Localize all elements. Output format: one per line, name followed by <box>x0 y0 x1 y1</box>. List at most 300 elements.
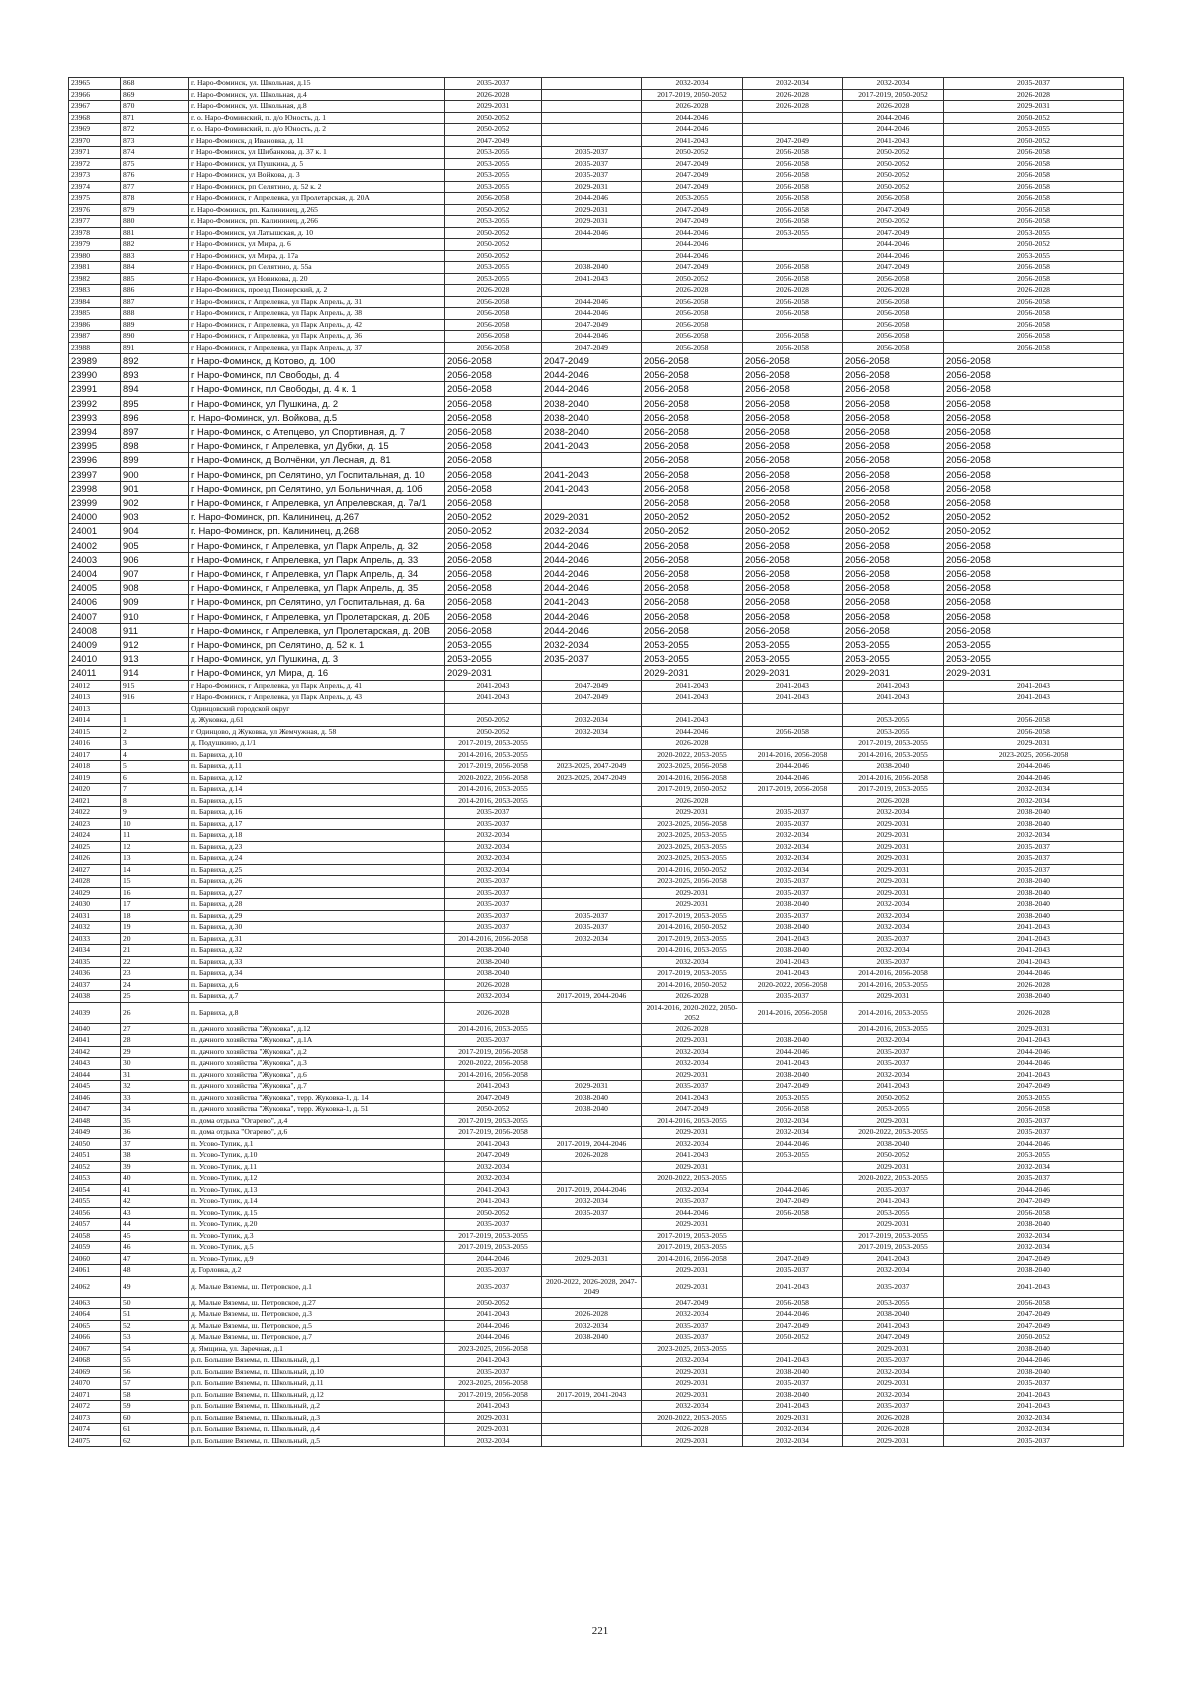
table-row <box>69 680 1124 692</box>
row-id-cell: 23986 <box>69 319 121 331</box>
period-cell-2: 2035-2037 <box>542 922 642 934</box>
period-cell-1: 2014-2016, 2053-2055 <box>445 784 542 796</box>
period-cell-2: 2035-2037 <box>542 1207 642 1219</box>
table-row <box>69 652 1124 666</box>
period-cell-6: 2023-2025, 2056-2058 <box>944 749 1124 761</box>
row-number-cell: 911 <box>121 623 189 637</box>
table-row <box>69 692 1124 704</box>
period-cell-3: 2023-2025, 2056-2058 <box>642 761 743 773</box>
row-number-cell: 899 <box>121 453 189 467</box>
period-cell-3: 2029-2031 <box>642 1127 743 1139</box>
period-cell-3: 2053-2055 <box>642 193 743 205</box>
table-row <box>69 623 1124 637</box>
table-row <box>69 239 1124 251</box>
period-cell-2: 2044-2046 <box>542 609 642 623</box>
period-cell-3: 2032-2034 <box>642 1138 743 1150</box>
row-id-cell: 24011 <box>69 666 121 680</box>
period-cell-6: 2056-2058 <box>944 296 1124 308</box>
period-cell-2 <box>542 453 642 467</box>
period-cell-3: 2029-2031 <box>642 1276 743 1297</box>
row-number-cell: 907 <box>121 567 189 581</box>
row-number-cell: 17 <box>121 899 189 911</box>
period-cell-4: 2056-2058 <box>743 467 843 481</box>
period-cell-1: 2032-2034 <box>445 1435 542 1447</box>
period-cell-3: 2026-2028 <box>642 991 743 1003</box>
period-cell-1: 2044-2046 <box>445 1253 542 1265</box>
period-cell-6: 2047-2049 <box>944 1320 1124 1332</box>
row-number-cell: 49 <box>121 1276 189 1297</box>
row-id-cell: 23971 <box>69 147 121 159</box>
address-cell: г Наро-Фоминск, г Апрелевка, ул Парк Апрель, д. 36 <box>189 331 445 343</box>
period-cell-6: 2056-2058 <box>944 581 1124 595</box>
period-cell-5: 2050-2052 <box>843 510 944 524</box>
period-cell-2: 2035-2037 <box>542 158 642 170</box>
row-id-cell: 23996 <box>69 453 121 467</box>
period-cell-5: 2029-2031 <box>843 1378 944 1390</box>
period-cell-5: 2050-2052 <box>843 1150 944 1162</box>
period-cell-2 <box>542 1230 642 1242</box>
row-id-cell: 24065 <box>69 1320 121 1332</box>
address-cell: п. Усово-Тупик, д.3 <box>189 1230 445 1242</box>
period-cell-1: 2053-2055 <box>445 652 542 666</box>
address-cell: г. Наро-Фоминск, рп. Калининец, д.265 <box>189 204 445 216</box>
period-cell-4: 2026-2028 <box>743 89 843 101</box>
period-cell-3: 2023-2025, 2056-2058 <box>642 818 743 830</box>
period-cell-2 <box>542 1265 642 1277</box>
row-id-cell: 24069 <box>69 1366 121 1378</box>
period-cell-1: 2047-2049 <box>445 1150 542 1162</box>
period-cell-1: 2035-2037 <box>445 807 542 819</box>
period-cell-2 <box>542 841 642 853</box>
period-cell-5: 2014-2016, 2053-2055 <box>843 979 944 991</box>
period-cell-3: 2029-2031 <box>642 899 743 911</box>
table-row <box>69 467 1124 481</box>
period-cell-3: 2029-2031 <box>642 1378 743 1390</box>
period-cell-2: 2044-2046 <box>542 538 642 552</box>
address-cell: п. Барвиха, д.15 <box>189 795 445 807</box>
period-cell-3: 2056-2058 <box>642 308 743 320</box>
table-row <box>69 830 1124 842</box>
period-cell-3: 2044-2046 <box>642 1207 743 1219</box>
period-cell-2: 2032-2034 <box>542 524 642 538</box>
period-cell-4: 2056-2058 <box>743 538 843 552</box>
period-cell-4: 2041-2043 <box>743 680 843 692</box>
row-id-cell: 24051 <box>69 1150 121 1162</box>
row-number-cell: 909 <box>121 595 189 609</box>
period-cell-6: 2056-2058 <box>944 396 1124 410</box>
period-cell-3: 2035-2037 <box>642 1196 743 1208</box>
row-number-cell: 37 <box>121 1138 189 1150</box>
period-cell-3: 2041-2043 <box>642 1150 743 1162</box>
row-id-cell: 23995 <box>69 439 121 453</box>
period-cell-2: 2035-2037 <box>542 170 642 182</box>
row-number-cell: 20 <box>121 933 189 945</box>
row-id-cell: 23974 <box>69 181 121 193</box>
period-cell-2: 2038-2040 <box>542 1092 642 1104</box>
row-id-cell: 24026 <box>69 853 121 865</box>
period-cell-4: 2014-2016, 2056-2058 <box>743 749 843 761</box>
row-number-cell: 914 <box>121 666 189 680</box>
row-id-cell: 24053 <box>69 1173 121 1185</box>
row-number-cell: 51 <box>121 1309 189 1321</box>
row-number-cell: 895 <box>121 396 189 410</box>
period-cell-1: 2041-2043 <box>445 1355 542 1367</box>
period-cell-2: 2044-2046 <box>542 193 642 205</box>
period-cell-2 <box>542 979 642 991</box>
table-row <box>69 1219 1124 1231</box>
row-number-cell: 55 <box>121 1355 189 1367</box>
period-cell-3: 2014-2016, 2050-2052 <box>642 922 743 934</box>
period-cell-2 <box>542 1127 642 1139</box>
address-cell: п. дачного хозяйства "Жуковка", д.12 <box>189 1023 445 1035</box>
period-cell-4: 2041-2043 <box>743 1355 843 1367</box>
period-cell-6: 2038-2040 <box>944 876 1124 888</box>
address-cell: г Наро-Фоминск, г Апрелевка, ул Парк Апрель, д. 41 <box>189 680 445 692</box>
address-cell: г Наро-Фоминск, г Апрелевка, ул Парк Апрель, д. 32 <box>189 538 445 552</box>
period-cell-5: 2056-2058 <box>843 296 944 308</box>
period-cell-5: 2056-2058 <box>843 567 944 581</box>
period-cell-1: 2056-2058 <box>445 354 542 368</box>
period-cell-4 <box>743 738 843 750</box>
table-row <box>69 552 1124 566</box>
table-row <box>69 1161 1124 1173</box>
period-cell-3: 2032-2034 <box>642 1046 743 1058</box>
address-cell: г Наро-Фоминск, с Атепцево, ул Спортивная, д. 7 <box>189 425 445 439</box>
period-cell-5: 2029-2031 <box>843 864 944 876</box>
period-cell-1: 2053-2055 <box>445 147 542 159</box>
period-cell-6: 2053-2055 <box>944 652 1124 666</box>
table-row <box>69 1035 1124 1047</box>
period-cell-1: 2056-2058 <box>445 410 542 424</box>
address-cell: г Наро-Фоминск, проезд Пионерский, д. 2 <box>189 285 445 297</box>
period-cell-6: 2035-2037 <box>944 1378 1124 1390</box>
address-cell: д. Жуковка, д.61 <box>189 715 445 727</box>
row-number-cell: 878 <box>121 193 189 205</box>
table-row <box>69 864 1124 876</box>
period-cell-3: 2026-2028 <box>642 285 743 297</box>
row-id-cell: 24017 <box>69 749 121 761</box>
period-cell-6: 2056-2058 <box>944 1207 1124 1219</box>
period-cell-1: 2029-2031 <box>445 1412 542 1424</box>
period-cell-1: 2053-2055 <box>445 273 542 285</box>
row-number-cell: 42 <box>121 1196 189 1208</box>
row-number-cell: 40 <box>121 1173 189 1185</box>
address-cell: г Наро-Фоминск, г Апрелевка, ул Апрелевская, д. 7а/1 <box>189 496 445 510</box>
period-cell-1: 2035-2037 <box>445 818 542 830</box>
period-cell-2 <box>542 1401 642 1413</box>
period-cell-2 <box>542 1069 642 1081</box>
period-cell-6: 2041-2043 <box>944 1069 1124 1081</box>
row-number-cell: 882 <box>121 239 189 251</box>
period-cell-1: 2056-2058 <box>445 319 542 331</box>
period-cell-6: 2056-2058 <box>944 342 1124 354</box>
row-number-cell: 905 <box>121 538 189 552</box>
row-number-cell: 54 <box>121 1343 189 1355</box>
row-id-cell: 24033 <box>69 933 121 945</box>
period-cell-2 <box>542 1173 642 1185</box>
period-cell-1: 2017-2019, 2053-2055 <box>445 738 542 750</box>
address-cell: г Наро-Фоминск, рп Селятино, ул Госпитальная, д. 10 <box>189 467 445 481</box>
table-row <box>69 1046 1124 1058</box>
period-cell-5: 2056-2058 <box>843 319 944 331</box>
period-cell-5: 2056-2058 <box>843 410 944 424</box>
row-number-cell: 892 <box>121 354 189 368</box>
row-id-cell: 23969 <box>69 124 121 136</box>
period-cell-6: 2056-2058 <box>944 467 1124 481</box>
period-cell-5: 2056-2058 <box>843 439 944 453</box>
period-cell-5: 2029-2031 <box>843 841 944 853</box>
period-cell-4: 2014-2016, 2056-2058 <box>743 1002 843 1023</box>
period-cell-1: 2035-2037 <box>445 1265 542 1277</box>
period-cell-2: 2044-2046 <box>542 296 642 308</box>
period-cell-3: 2032-2034 <box>642 78 743 90</box>
table-row <box>69 101 1124 113</box>
period-cell-2: 2047-2049 <box>542 692 642 704</box>
row-number-cell: 915 <box>121 680 189 692</box>
period-cell-3: 2047-2049 <box>642 170 743 182</box>
period-cell-1: 2026-2028 <box>445 979 542 991</box>
period-cell-3: 2047-2049 <box>642 216 743 228</box>
address-cell: п. Барвиха, д.32 <box>189 945 445 957</box>
period-cell-2 <box>542 1046 642 1058</box>
period-cell-4: 2056-2058 <box>743 204 843 216</box>
table-row <box>69 1297 1124 1309</box>
period-cell-3: 2014-2016, 2053-2055 <box>642 945 743 957</box>
period-cell-6: 2044-2046 <box>944 772 1124 784</box>
period-cell-3: 2056-2058 <box>642 296 743 308</box>
period-cell-6: 2050-2052 <box>944 510 1124 524</box>
period-cell-1: 2056-2058 <box>445 552 542 566</box>
address-cell: г. Наро-Фоминск, ул. Войкова, д.5 <box>189 410 445 424</box>
address-cell: г Наро-Фоминск, г Апрелевка, ул Пролетарская, д. 20В <box>189 623 445 637</box>
table-row <box>69 410 1124 424</box>
row-id-cell: 23991 <box>69 382 121 396</box>
period-cell-6: 2038-2040 <box>944 1343 1124 1355</box>
row-id-cell: 24057 <box>69 1219 121 1231</box>
address-cell: п. Барвиха, д.6 <box>189 979 445 991</box>
row-id-cell: 24039 <box>69 1002 121 1023</box>
period-cell-3: 2014-2016, 2056-2058 <box>642 772 743 784</box>
row-id-cell: 24048 <box>69 1115 121 1127</box>
period-cell-5: 2035-2037 <box>843 1276 944 1297</box>
address-cell: п. Барвиха, д.16 <box>189 807 445 819</box>
period-cell-3: 2056-2058 <box>642 425 743 439</box>
period-cell-2 <box>542 1115 642 1127</box>
period-cell-5: 2029-2031 <box>843 853 944 865</box>
period-cell-5: 2017-2019, 2053-2055 <box>843 784 944 796</box>
period-cell-5: 2032-2034 <box>843 807 944 819</box>
period-cell-2: 2038-2040 <box>542 396 642 410</box>
period-cell-2: 2041-2043 <box>542 273 642 285</box>
period-cell-1: 2050-2052 <box>445 112 542 124</box>
table-row <box>69 1412 1124 1424</box>
table-row <box>69 841 1124 853</box>
period-cell-1: 2017-2019, 2056-2058 <box>445 1046 542 1058</box>
period-cell-4: 2035-2037 <box>743 1378 843 1390</box>
period-cell-4 <box>743 319 843 331</box>
row-number-cell: 873 <box>121 135 189 147</box>
period-cell-2: 2041-2043 <box>542 481 642 495</box>
period-cell-4: 2056-2058 <box>743 193 843 205</box>
row-id-cell: 24013 <box>69 692 121 704</box>
period-cell-6: 2035-2037 <box>944 853 1124 865</box>
period-cell-4: 2056-2058 <box>743 1207 843 1219</box>
table-row <box>69 354 1124 368</box>
period-cell-2 <box>542 830 642 842</box>
period-cell-2: 2038-2040 <box>542 1104 642 1116</box>
period-cell-1: 2041-2043 <box>445 1184 542 1196</box>
period-cell-4: 2056-2058 <box>743 354 843 368</box>
period-cell-5: 2014-2016, 2053-2055 <box>843 1002 944 1023</box>
row-id-cell: 24046 <box>69 1092 121 1104</box>
row-number-cell: 891 <box>121 342 189 354</box>
period-cell-4: 2053-2055 <box>743 227 843 239</box>
period-cell-5: 2044-2046 <box>843 124 944 136</box>
table-row <box>69 956 1124 968</box>
period-cell-3 <box>642 703 743 715</box>
period-cell-2 <box>542 1343 642 1355</box>
period-cell-6: 2053-2055 <box>944 1150 1124 1162</box>
period-cell-4: 2038-2040 <box>743 1389 843 1401</box>
period-cell-5: 2035-2037 <box>843 1401 944 1413</box>
row-number-cell: 44 <box>121 1219 189 1231</box>
period-cell-3: 2056-2058 <box>642 467 743 481</box>
period-cell-5: 2050-2052 <box>843 170 944 182</box>
period-cell-1: 2023-2025, 2056-2058 <box>445 1343 542 1355</box>
period-cell-2 <box>542 666 642 680</box>
address-cell: р.п. Большие Вяземы, п. Школьный, д.10 <box>189 1366 445 1378</box>
period-cell-1: 2017-2019, 2056-2058 <box>445 761 542 773</box>
period-cell-3: 2014-2016, 2050-2052 <box>642 864 743 876</box>
period-cell-4: 2053-2055 <box>743 638 843 652</box>
period-cell-6: 2026-2028 <box>944 89 1124 101</box>
period-cell-1: 2035-2037 <box>445 876 542 888</box>
period-cell-6: 2056-2058 <box>944 170 1124 182</box>
period-cell-3: 2029-2031 <box>642 807 743 819</box>
row-id-cell: 23968 <box>69 112 121 124</box>
period-cell-4 <box>743 250 843 262</box>
row-id-cell: 24008 <box>69 623 121 637</box>
address-cell: п. Барвиха, д.28 <box>189 899 445 911</box>
period-cell-5: 2014-2016, 2053-2055 <box>843 749 944 761</box>
table-row <box>69 296 1124 308</box>
period-cell-6: 2050-2052 <box>944 135 1124 147</box>
period-cell-3: 2017-2019, 2053-2055 <box>642 910 743 922</box>
period-cell-4: 2032-2034 <box>743 78 843 90</box>
period-cell-4: 2056-2058 <box>743 1104 843 1116</box>
table-row <box>69 1196 1124 1208</box>
row-id-cell: 24062 <box>69 1276 121 1297</box>
table-row <box>69 1023 1124 1035</box>
table-row <box>69 273 1124 285</box>
period-cell-2 <box>542 738 642 750</box>
row-number-cell: 34 <box>121 1104 189 1116</box>
row-number-cell: 33 <box>121 1092 189 1104</box>
row-number-cell: 4 <box>121 749 189 761</box>
period-cell-5: 2029-2031 <box>843 1219 944 1231</box>
row-number-cell: 887 <box>121 296 189 308</box>
period-cell-5: 2056-2058 <box>843 396 944 410</box>
period-cell-4 <box>743 703 843 715</box>
period-cell-6: 2044-2046 <box>944 761 1124 773</box>
period-cell-5: 2035-2037 <box>843 1046 944 1058</box>
address-cell: д. Малые Вяземы, ш. Петровское, д.5 <box>189 1320 445 1332</box>
address-cell: п. Барвиха, д.26 <box>189 876 445 888</box>
period-cell-2 <box>542 1435 642 1447</box>
period-cell-3: 2041-2043 <box>642 692 743 704</box>
period-cell-3: 2047-2049 <box>642 158 743 170</box>
row-id-cell: 24073 <box>69 1412 121 1424</box>
row-number-cell: 875 <box>121 158 189 170</box>
period-cell-5: 2026-2028 <box>843 1412 944 1424</box>
address-cell: д. Ямщина, ул. Заречная, д.1 <box>189 1343 445 1355</box>
period-cell-2 <box>542 112 642 124</box>
period-cell-3: 2032-2034 <box>642 956 743 968</box>
period-cell-1: 2038-2040 <box>445 945 542 957</box>
period-cell-4: 2035-2037 <box>743 910 843 922</box>
row-number-cell: 59 <box>121 1401 189 1413</box>
period-cell-4 <box>743 715 843 727</box>
period-cell-2 <box>542 78 642 90</box>
table-row <box>69 1401 1124 1413</box>
period-cell-5: 2041-2043 <box>843 1081 944 1093</box>
row-number-cell: 25 <box>121 991 189 1003</box>
period-cell-3: 2035-2037 <box>642 1332 743 1344</box>
period-cell-5: 2056-2058 <box>843 467 944 481</box>
period-cell-2: 2032-2034 <box>542 933 642 945</box>
address-cell: р.п. Большие Вяземы, п. Школьный, д.12 <box>189 1389 445 1401</box>
period-cell-2 <box>542 1366 642 1378</box>
period-cell-5: 2050-2052 <box>843 158 944 170</box>
period-cell-1: 2056-2058 <box>445 382 542 396</box>
address-cell: г Наро-Фоминск, г Апрелевка, ул Парк Апрель, д. 35 <box>189 581 445 595</box>
period-cell-4: 2056-2058 <box>743 552 843 566</box>
period-cell-4: 2032-2034 <box>743 1435 843 1447</box>
table-row <box>69 1230 1124 1242</box>
period-cell-2: 2041-2043 <box>542 595 642 609</box>
period-cell-2: 2032-2034 <box>542 726 642 738</box>
address-cell: р.п. Большие Вяземы, п. Школьный, д.1 <box>189 1355 445 1367</box>
row-id-cell: 24009 <box>69 638 121 652</box>
period-cell-6: 2056-2058 <box>944 453 1124 467</box>
table-row <box>69 524 1124 538</box>
table-row <box>69 250 1124 262</box>
table-row <box>69 749 1124 761</box>
address-cell: г Наро-Фоминск, г Апрелевка, ул Парк Апрель, д. 34 <box>189 567 445 581</box>
period-cell-5: 2032-2034 <box>843 910 944 922</box>
period-cell-4: 2032-2034 <box>743 1115 843 1127</box>
period-cell-6: 2044-2046 <box>944 1184 1124 1196</box>
row-id-cell: 23965 <box>69 78 121 90</box>
period-cell-5: 2038-2040 <box>843 1138 944 1150</box>
row-id-cell: 24034 <box>69 945 121 957</box>
period-cell-3: 2029-2031 <box>642 1069 743 1081</box>
row-id-cell: 24003 <box>69 552 121 566</box>
address-cell: г Наро-Фоминск, ул Мира, д. 6 <box>189 239 445 251</box>
period-cell-6: 2041-2043 <box>944 680 1124 692</box>
period-cell-2: 2047-2049 <box>542 680 642 692</box>
address-cell: п. Барвиха, д.17 <box>189 818 445 830</box>
period-cell-1: 2053-2055 <box>445 158 542 170</box>
period-cell-6: 2056-2058 <box>944 425 1124 439</box>
row-number-cell: 881 <box>121 227 189 239</box>
row-number-cell: 19 <box>121 922 189 934</box>
period-cell-5: 2029-2031 <box>843 830 944 842</box>
period-cell-1: 2056-2058 <box>445 538 542 552</box>
period-cell-4: 2047-2049 <box>743 1253 843 1265</box>
row-number-cell: 894 <box>121 382 189 396</box>
period-cell-6: 2035-2037 <box>944 864 1124 876</box>
